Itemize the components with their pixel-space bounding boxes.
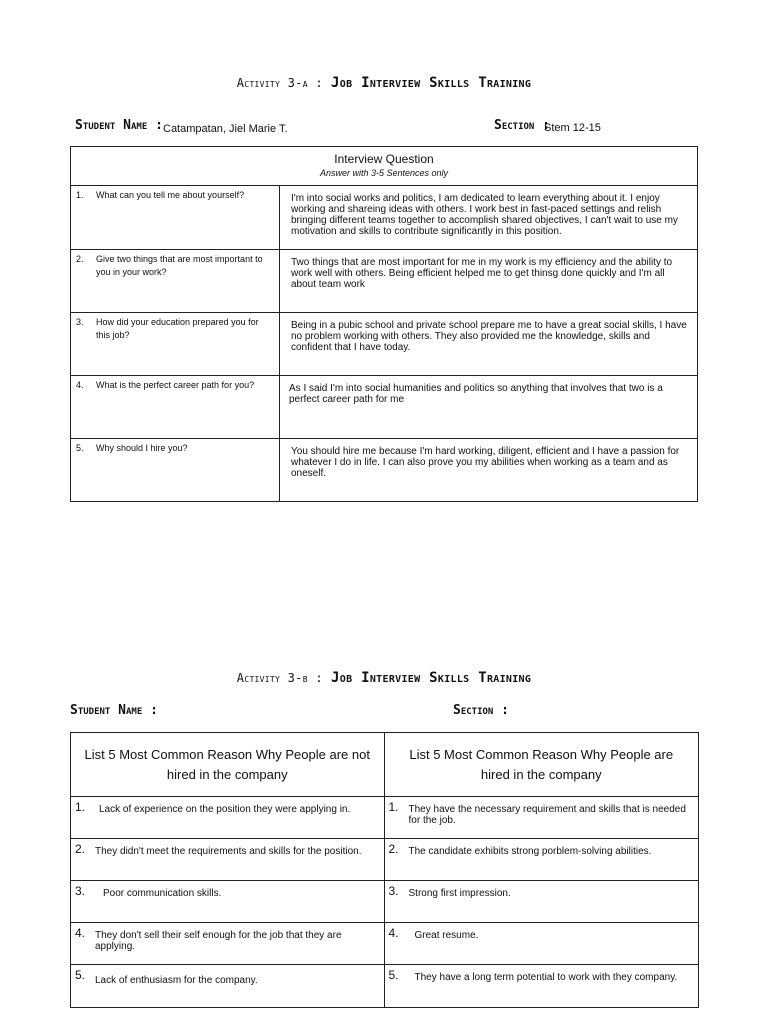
hired-reason-cell [385,923,699,964]
activity-a-title-main: Job Interview Skills Training [331,75,532,91]
not-hired-reason: Poor communication skills. [103,888,222,899]
answer-text: As I said I'm into social humanities and politics so anything that involves that two is a perfect career path for me [289,383,663,405]
not-hired-reason-cell [71,797,385,838]
hired-reason-cell [385,797,699,838]
reason-number: 3. [75,884,86,898]
hired-column-header: List 5 Most Common Reason Why People are hired in the company [409,747,674,782]
student-name-label-b: Student Name : [70,703,158,718]
question-text: What is the perfect career path for you? [96,380,255,390]
interview-table-title: Interview Question [334,152,434,166]
not-hired-reason: They didn't meet the requirements and skills for the position. [95,846,362,857]
answer-text: Being in a pubic school and private school prepare me to have a great social skills, I have no problem working with others. They also provided me the knowledge, skills and confident that I have today. [291,320,687,353]
question-number: 4. [76,380,84,390]
interview-table-subtitle: Answer with 3-5 Sentences only [319,168,449,178]
activity-a-title-prefix: Activity 3-a : [236,76,323,90]
table-row [71,797,698,839]
hired-reason: They have a long term potential to work with they company. [414,972,678,983]
reason-number: 4. [388,926,399,940]
question-cell [71,186,280,249]
reason-number: 5. [388,968,399,982]
question-text: Why should I hire you? [96,443,188,453]
section-label-a: Section : [494,118,550,133]
section-label-b: Section : [453,703,509,718]
table-row [71,965,698,1008]
hired-reason: They have the necessary requirement and skills that is needed for the job. [408,804,686,826]
hired-reason: The candidate exhibits strong porblem-solving abilities. [408,846,652,857]
answer-text: I'm into social works and politics, I am dedicated to learn everything about it. I enjoy working and shareing ideas with others. I work best in fast-paced settings and relish bringing different teams together to accomplish shared objectives, I can't wait to use my motivation and skills to contribute significantly in this position. [291,193,678,237]
not-hired-reason-cell [71,839,385,880]
section-value-a: Stem 12-15 [544,122,601,134]
question-number: 5. [76,443,84,453]
reason-number: 3. [388,884,399,898]
not-hired-reason: They don't sell their self enough for the job that they are applying. [95,930,342,952]
not-hired-reason: Lack of experience on the position they were applying in. [99,804,351,815]
question-cell [71,250,280,312]
table-row [71,923,698,965]
activity-b-title [0,670,768,686]
question-cell [71,313,280,375]
question-text: What can you tell me about yourself? [96,190,245,200]
hired-reason: Strong first impression. [408,888,511,899]
answer-text: You should hire me because I'm hard working, diligent, efficient and I have a passion for whatever I do in life. I can also prove you my abilities when working as a team and as oneself. [291,446,680,479]
not-hired-reason-cell [71,923,385,964]
question-cell [71,376,280,438]
activity-b-title-prefix: Activity 3-b : [236,671,323,685]
not-hired-reason-cell [71,881,385,922]
question-number: 2. [76,254,84,264]
student-name-value-a: Catampatan, Jiel Marie T. [163,123,288,135]
interview-question-table [70,146,698,502]
hiring-reasons-table [70,732,699,1008]
hired-reason: Great resume. [414,930,479,941]
not-hired-reason-cell [71,965,385,1008]
student-name-label-a: Student Name : [75,118,163,133]
table-row [71,250,697,313]
hired-reason-cell [385,881,699,922]
reason-number: 2. [75,842,86,856]
not-hired-reason: Lack of enthusiasm for the company. [95,975,258,986]
question-number: 3. [76,317,84,327]
table-row [71,313,697,376]
question-text: Give two things that are most important to you in your work? [96,254,263,277]
reason-number: 1. [75,800,86,814]
table-row [71,439,697,502]
interview-table-header [71,147,697,186]
hired-reason-cell [385,839,699,880]
activity-a-title [0,75,768,91]
table-row [71,839,698,881]
question-cell [71,439,280,502]
hired-reason-cell [385,965,699,1008]
table-row [71,376,697,439]
question-text: How did your education prepared you for this job? [96,317,259,340]
reason-number: 5. [75,968,86,982]
reason-number: 1. [388,800,399,814]
answer-text: Two things that are most important for me in my work is my efficiency and the ability to work well with others. Being efficient helped me to get thinsg done quickly and I'm all about team work [291,257,673,290]
question-number: 1. [76,190,84,200]
hiring-table-header [71,733,698,797]
table-row [71,881,698,923]
not-hired-column-header: List 5 Most Common Reason Why People are not hired in the company [71,733,385,796]
reason-number: 2. [388,842,399,856]
activity-b-title-main: Job Interview Skills Training [331,670,532,686]
reason-number: 4. [75,926,86,940]
table-row [71,186,697,250]
